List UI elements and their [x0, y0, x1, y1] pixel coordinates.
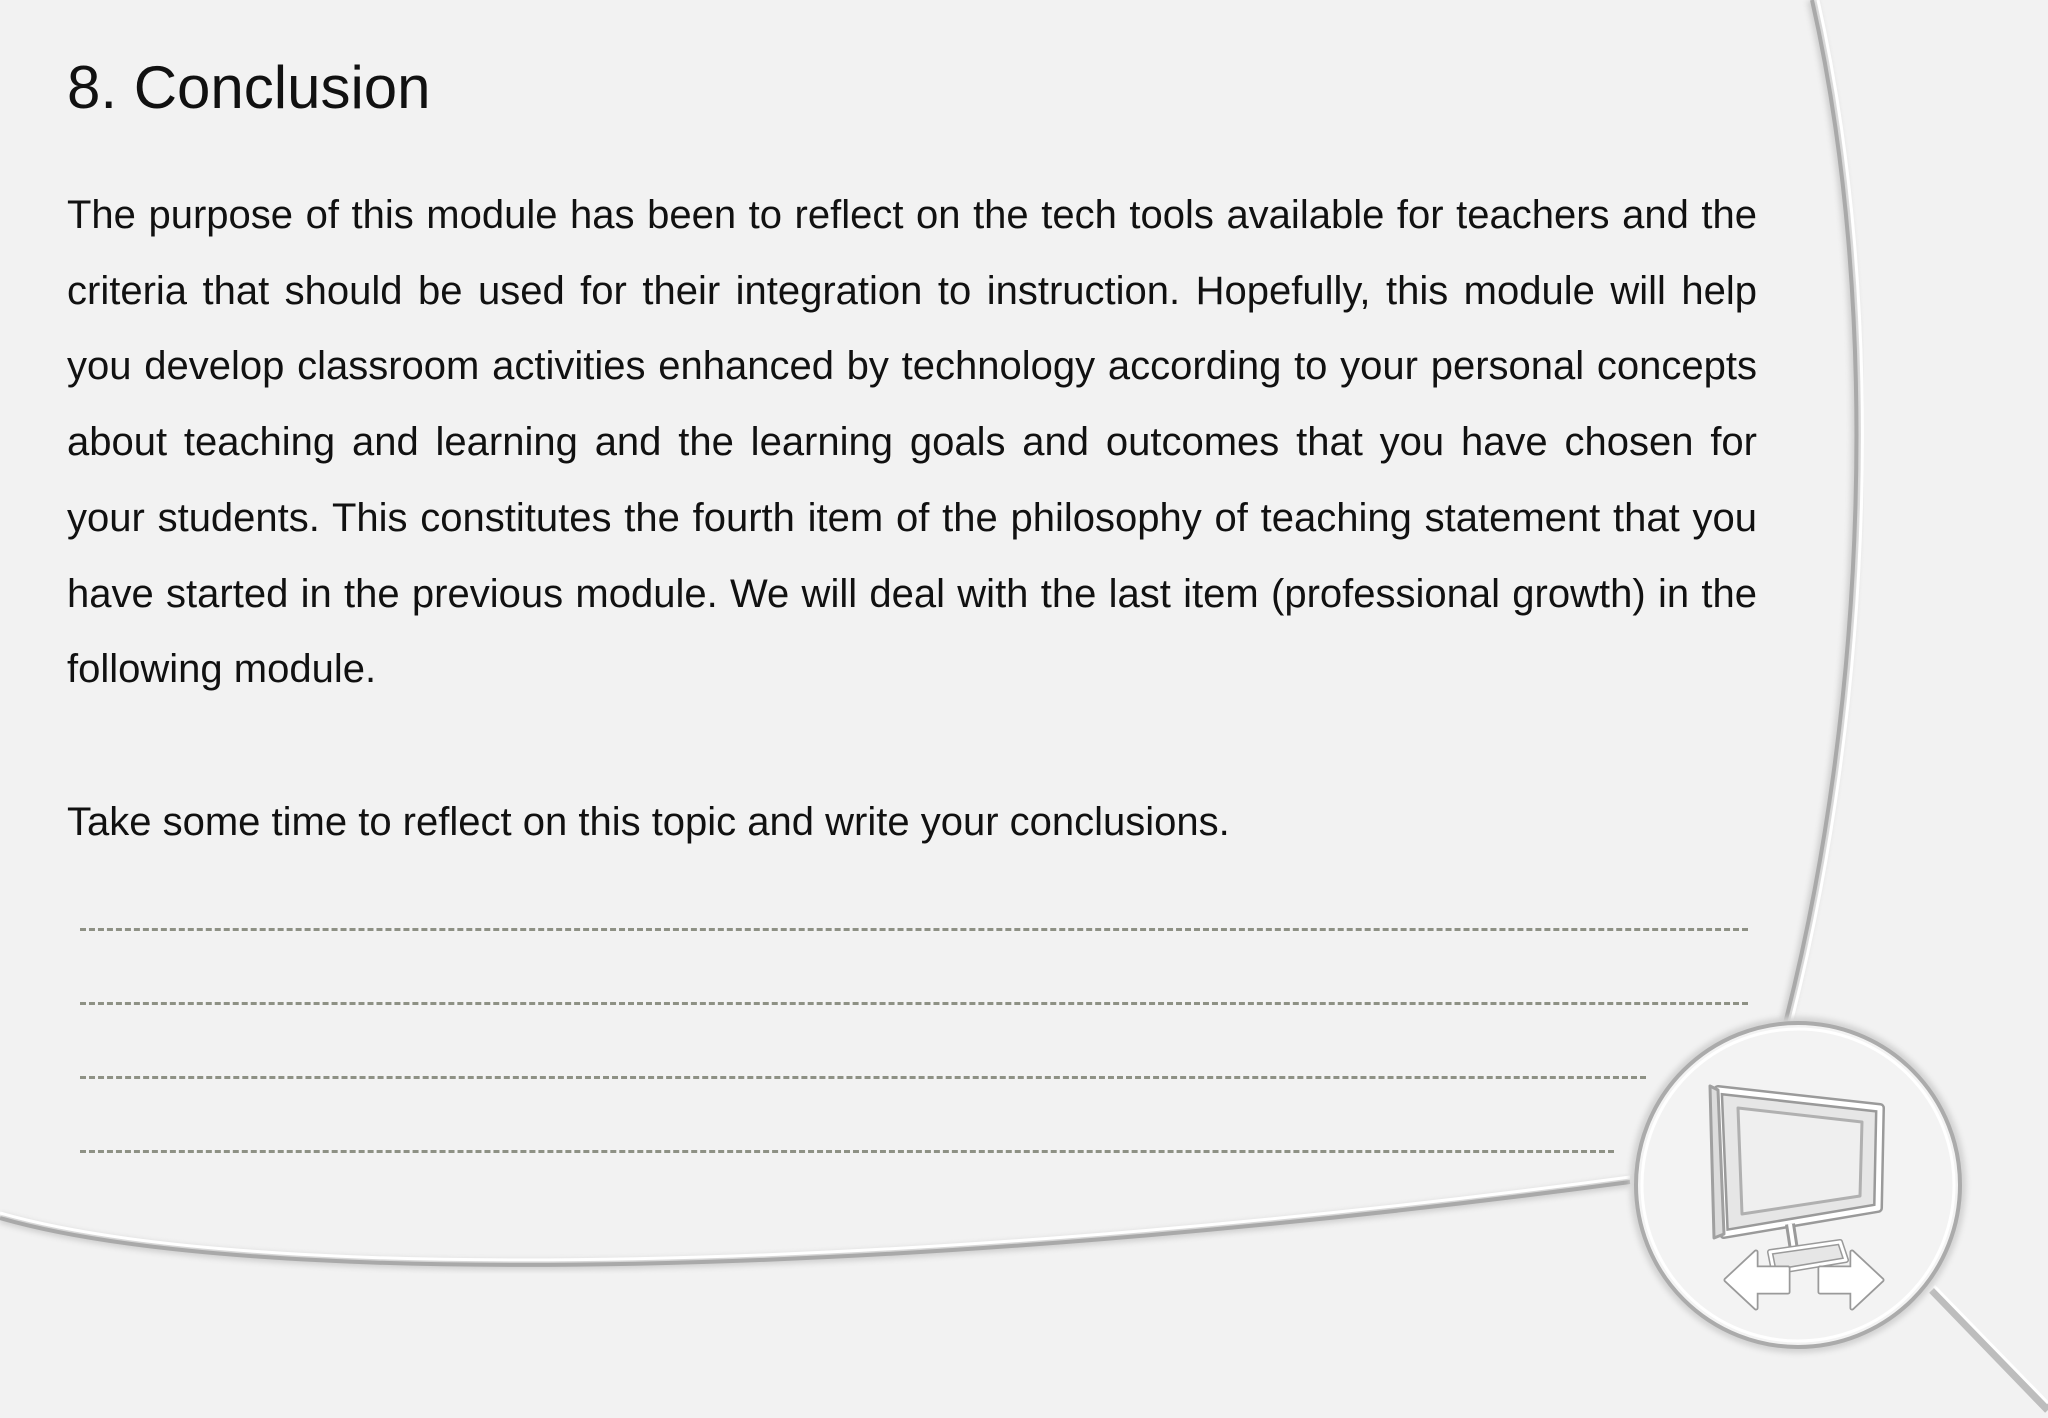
- arrow-left-icon: [1722, 1244, 1794, 1316]
- writing-line[interactable]: [80, 928, 1748, 931]
- forward-button[interactable]: [1814, 1244, 1886, 1316]
- writing-line[interactable]: [80, 1002, 1748, 1005]
- arrow-right-icon: [1814, 1244, 1886, 1316]
- back-button[interactable]: [1722, 1244, 1794, 1316]
- writing-line[interactable]: [80, 1150, 1614, 1153]
- navigation-badge: [1628, 1028, 1970, 1340]
- writing-line[interactable]: [80, 1076, 1646, 1079]
- page-title: 8. Conclusion: [67, 54, 431, 121]
- reflection-prompt: Take some time to reflect on this topic and write your conclusions.: [67, 800, 1230, 844]
- conclusion-paragraph: The purpose of this module has been to reflect on the tech tools available for teachers and the criteria that should be used for their integration to instruction. Hopefully, this module will help you develop classroom activities enhanced by technology according to your personal concepts about teaching and learning and the learning goals and outcomes that you have chosen for your students. This constitutes the fourth item of the philosophy of teaching statement that you have started in the previous module. We will deal with the last item (professional growth) in the following module.: [67, 193, 1757, 692]
- monitor-icon: [1628, 1028, 1970, 1340]
